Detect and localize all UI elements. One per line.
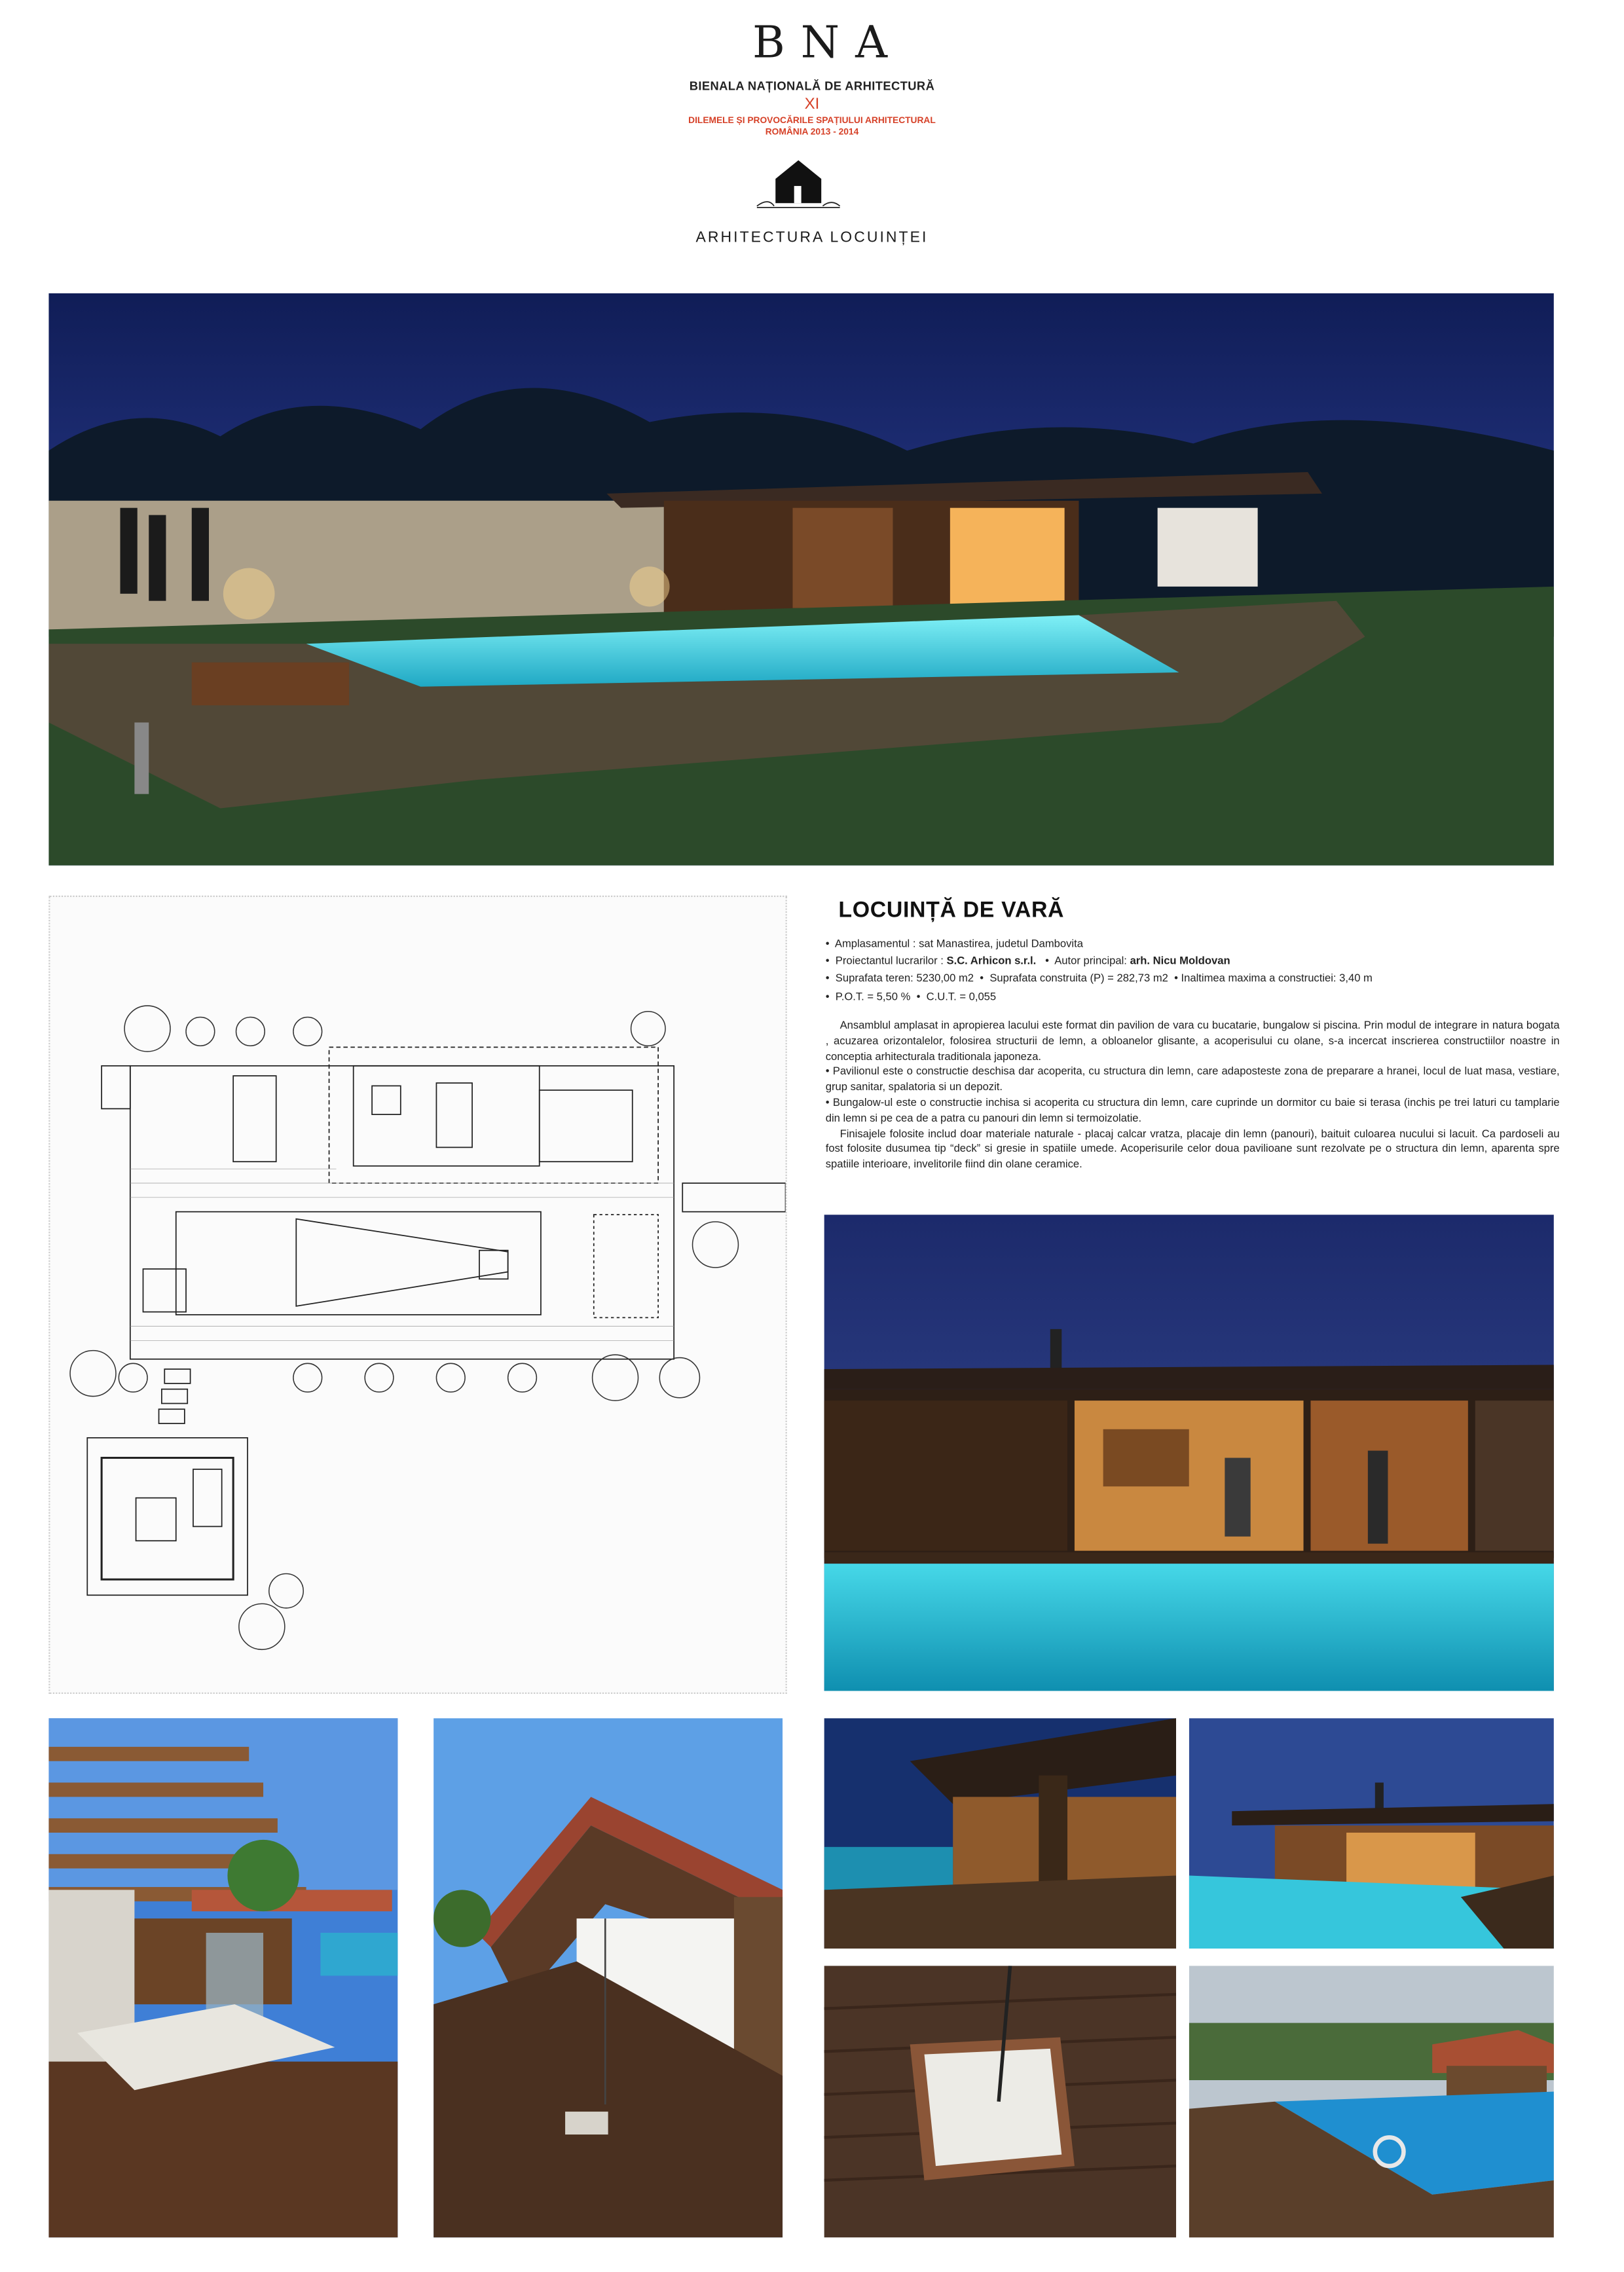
spec-designer: S.C. Arhicon s.r.l.: [946, 954, 1037, 968]
spec-line: • Proiectantul lucrarilor : S.C. Arhicon s.r.l. • Autor principal: arh. Nicu Moldovan: [825, 954, 1230, 968]
pool-daylight-photo: [1189, 1966, 1554, 2237]
rain-chain-deck-photo: [824, 1966, 1177, 2237]
spec-author: arh. Nicu Moldovan: [1130, 954, 1230, 968]
site-plan-drawing: [48, 896, 786, 1694]
spec-built-area: Suprafata construita (P) = 282,73 m2: [989, 972, 1168, 985]
spec-pot: P.O.T. = 5,50 %: [835, 989, 911, 1002]
pavilion-night-photo: [824, 1215, 1554, 1691]
project-specs: [826, 936, 1570, 1006]
section-title: ARHITECTURA LOCUINȚEI: [695, 229, 929, 246]
hero-night-pool-photo: [48, 293, 1554, 866]
spec-designer-label: Proiectantul lucrarilor :: [835, 954, 944, 968]
spec-location: Amplasamentul : sat Manastirea, judetul Dambovita: [834, 937, 1083, 950]
description-paragraph: • Pavilionul este o constructie deschisa dar acoperita, cu structura din lemn, care adaposteste zona de preparare a hranei, locul de luat masa, vestiare, grup sanitar, spalatoria si un depozit.: [825, 1065, 1560, 1093]
spec-line: • P.O.T. = 5,50 % • C.U.T. = 0,055: [825, 989, 997, 1002]
terrace-dusk-photo: [824, 1718, 1177, 1949]
event-name: BIENALA NAȚIONALĂ DE ARHITECTURĂ: [689, 79, 935, 94]
spec-max-height: Inaltimea maxima a constructiei: 3,40 m: [1181, 972, 1373, 985]
description-paragraph: Finisajele folosite includ doar materiale naturale - placaj calcar vratza, placaje din lemn (panouri), baituit culoarea nucului si lacuit. Ca pardoseli au fost folosite dusumea tip “deck” si gresie in spatiile umede. Acoperisurile celor doua pavilioane sunt rezolvate pe o structura din lemn, aparenta spre spatiile interioare, invelitorile fiind din olane ceramice.: [825, 1126, 1560, 1171]
house-icon: [754, 155, 842, 211]
spec-land-area: Suprafata teren: 5230,00 m2: [835, 972, 974, 985]
covered-walkway-photo: [434, 1718, 783, 2237]
edition-number: XI: [804, 96, 820, 113]
pavilion-pool-dusk-photo: [1189, 1718, 1554, 1949]
event-theme: DILEMELE ȘI PROVOCĂRILE SPAȚIULUI ARHITECTURAL: [688, 115, 936, 126]
spec-author-label: Autor principal:: [1054, 954, 1127, 968]
description-paragraph: Ansamblul amplasat in apropierea lacului este format din pavilion de vara cu bucatarie, bungalow si piscina. Prin modul de integrare in natura bogata , acuzarea orizontalelor, folosirea structurii de lemn, a obloanelor glisante, a acoperisului cu olane, s-a incercat inscrierea constructiilor noastre in conceptia arhitecturala traditionala japoneza.: [825, 1018, 1560, 1063]
description-paragraph: • Bungalow-ul este o constructie inchisa si acoperita cu structura din lemn, care cuprinde un dormitor cu baie si terasa (inchis pe trei laturi cu tamplarie din lemn si pe cea de a patra cu panouri din lemn si termoizolatie.: [825, 1095, 1560, 1124]
spec-line: • Suprafata teren: 5230,00 m2 • Suprafata construita (P) = 282,73 m2 • Inaltimea maxima a constructiei: 3,40 m: [825, 972, 1373, 985]
spec-cut: C.U.T. = 0,055: [926, 989, 997, 1002]
project-title: LOCUINȚĂ DE VARĂ: [838, 898, 1065, 923]
spec-line: • Amplasamentul : sat Manastirea, judetul Dambovita: [825, 937, 1083, 950]
event-country-years: ROMÂNIA 2013 - 2014: [765, 127, 859, 137]
pergola-deck-photo: [48, 1718, 397, 2237]
project-description: [826, 1019, 1560, 1173]
bna-logo: BNA: [752, 17, 904, 69]
